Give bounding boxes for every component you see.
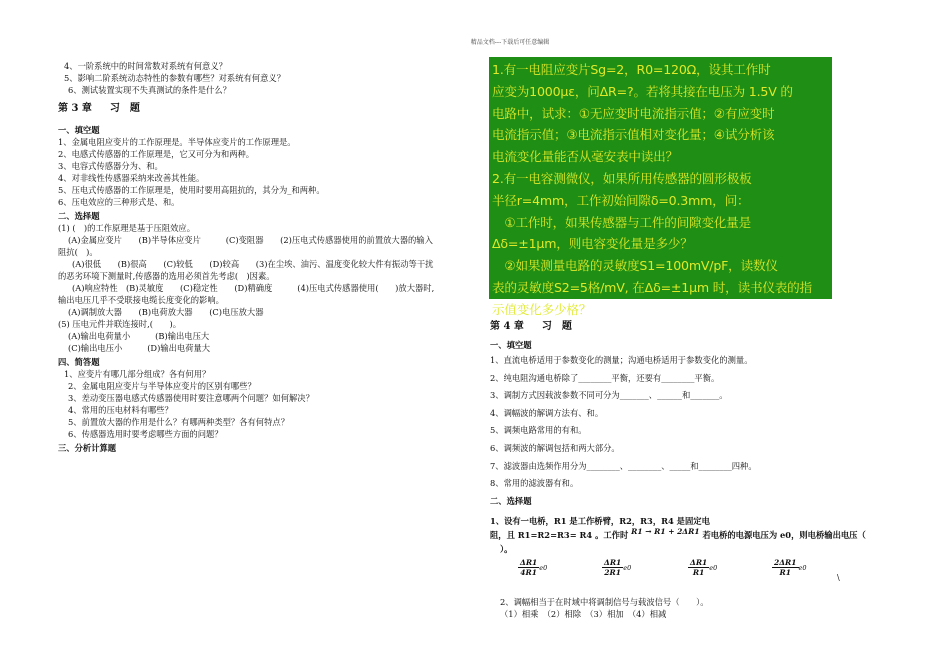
section-heading: 三、分析计算题: [58, 443, 117, 453]
fill-question: 4、调幅波的解调方法有、和。: [490, 407, 604, 418]
chapter-heading: [490, 318, 840, 336]
choice-line: (A)调制放大器 (B)电荷放大器 (C)电压放大器: [68, 307, 264, 317]
choice-line: (C)输出电压小 (D)输出电荷量大: [68, 343, 211, 353]
option-c[interactable]: $\frac{\Delta R1}{R1}$ e0: [690, 558, 718, 578]
short-question: 4、常用的压电材料有哪些？: [68, 405, 173, 415]
problem-line: 表的灵敏度S2=5格/mV, 在Δδ=±1μm 时，读书仪表的指: [492, 279, 812, 295]
fill-question: 2、纯电阻沟通电桥除了________平衡，还要有________平衡。: [490, 372, 720, 383]
choice-question-text: 若电桥的电源电压为 e0，则电桥输出电压（: [702, 530, 866, 541]
choice-line: (A)输出电荷量小 (B)输出电压大: [68, 331, 210, 341]
choice-question-2-options: （1）相乘 （2）相除 （3）相加 （4）相减: [500, 609, 667, 620]
question-line: 5、影响二阶系统动态特性的参数有哪些？对系统有何意义？: [64, 73, 285, 83]
section-heading: 二、选择题: [58, 211, 100, 221]
problem-line: 1.有一电阻应变片Sg=2，R0=120Ω，设其工作时: [492, 62, 771, 77]
fill-question: 6、调频波的解调包括和两大部分。: [490, 442, 620, 453]
choice-question-1: 1、设有一电桥，R1 是工作桥臂，R2，R3，R4 是固定电: [490, 516, 710, 527]
problem-line: ②如果测量电路的灵敏度S1=100mV/pF，读数仪: [492, 258, 778, 274]
fill-question: 2、电感式传感器的工作原理是，它又可分为和两种。: [58, 149, 255, 159]
left-column: [58, 60, 478, 454]
fill-question: 4、对非线性传感器采纳来改善其性能。: [58, 173, 205, 183]
short-question: 3、差动变压器电感式传感器使用时要注意哪两个问题？如何解决？: [68, 393, 314, 403]
choice-line: (1) ( )的工作原理是基于压阻效应。: [58, 223, 196, 233]
problem-line: 半径r=4mm，工作初始间隙δ=0.3mm，问：: [492, 192, 750, 208]
choice-question-2: 2、调幅相当于在时域中将调制信号与载波信号（ ）。: [500, 597, 709, 608]
choice-question-text: 阻，且 R1=R2=R3= R4 。工作时: [490, 530, 629, 541]
chapter-title: 习 题: [541, 321, 572, 332]
choice-line: 阻抗( )。: [58, 247, 98, 257]
short-question: 6、传感器选用时要考虑哪些方面的问题？: [68, 429, 223, 439]
option-d[interactable]: $\frac{2\Delta R1}{R1}$ e0: [774, 558, 807, 578]
short-question: 2、金属电阻应变片与半导体应变片的区别有哪些？: [68, 381, 256, 391]
fill-question: 3、调制方式因载波参数不同可分为_______、______和_______。: [490, 390, 728, 401]
choice-line: 的恶劣环境下测量时,传感器的选用必须首先考虑( )因素。: [58, 271, 275, 281]
problem-line: 电流变化量能否从毫安表中读出？: [492, 149, 678, 165]
choice-line: 输出电压几乎不受联接电缆长度变化的影响。: [58, 295, 224, 305]
fill-question: 5、调频电路常用的有和。: [490, 425, 587, 436]
section-heading: 二、选择题: [490, 495, 532, 506]
chapter-number: 第 4 章: [490, 321, 524, 332]
choice-line: (A)很低 (B)很高 (C)较低 (D)较高 (3)在尘埃、油污、温度变化较大件有振动等干扰: [72, 259, 434, 269]
fill-question: 1、直流电桥适用于参数变化的测量；沟通电桥适用于参数变化的测量。: [490, 355, 753, 365]
choice-line: (A)金属应变片 (B)半导体应变片 (C)变阻器 (2)压电式传感器使用的前置放大器的输入: [68, 235, 433, 245]
chapter-number: 第 3 章: [58, 103, 92, 114]
section-heading: 一、填空题: [490, 340, 532, 350]
header-note: 精品文档---下载后可任意编辑: [470, 39, 550, 46]
short-question: 5、前置放大器的作用是什么？有哪两种类型？各有何特点？: [68, 417, 289, 427]
problem-line: Δδ=±1μm，则电容变化量是多少？: [492, 236, 693, 252]
section-heading: 一、填空题: [58, 125, 100, 135]
fill-question: 7、滤波器由选频作用分为________、________、_____和________四种。: [490, 460, 757, 471]
choice-question-1-cont: [490, 527, 866, 543]
chapter-title: 习 题: [109, 103, 140, 114]
fill-question: 3、电容式传感器分为、和。: [58, 161, 163, 171]
calculation-problems-box: [489, 57, 832, 317]
problem-line: 应变为1000με，问ΔR=?。若将其接在电压为 1.5V 的: [492, 83, 793, 99]
answer-options: [490, 556, 840, 586]
short-question: 1、应变片有哪几部分组成？各有何用？: [64, 369, 211, 379]
option-a[interactable]: $\frac{\Delta R1}{4R1}$ e0: [520, 558, 548, 578]
right-column: [490, 318, 866, 620]
question-line: 4、一阶系统中的时间常数对系统有何意义？: [64, 61, 227, 71]
choice-line: (5) 压电元件并联连接时,( )。: [58, 319, 182, 329]
problem-line: 电流指示值；③电流指示值相对变化量；④试分析该: [492, 127, 775, 143]
question-line: 6、测试装置实现不失真测试的条件是什么？: [68, 85, 231, 95]
stray-mark: \: [837, 573, 840, 582]
chapter-heading: [58, 100, 478, 118]
fill-question: 8、常用的滤波器有和。: [490, 478, 579, 489]
problem-line: 示值变化多少格？: [492, 301, 592, 317]
problem-line: ①工作时，如果传感器与工件的间隙变化量是: [492, 214, 751, 230]
choice-line: (A)响应特性 (B)灵敏度 (C)稳定性 (D)精确度 (4)压电式传感器使用( )放大器时,: [72, 283, 435, 293]
fill-question: 5、压电式传感器的工作原理是，使用时要用高阻抗的，其分为_和两种。: [58, 185, 325, 195]
section-heading: 四、简答题: [58, 357, 100, 367]
choice-question-end: ）。: [500, 544, 513, 555]
problem-line: 电路中，试求：①无应变时电流指示值；②有应变时: [492, 105, 775, 121]
problem-line: 2.有一电容测微仪，如果所用传感器的圆形极板: [492, 170, 752, 186]
formula: R1 → R1 + 2ΔR1: [631, 527, 700, 537]
option-b[interactable]: $\frac{\Delta R1}{2R1}$ e0: [604, 558, 632, 578]
fill-question: 1、金属电阻应变片的工作原理是。半导体应变片的工作原理是。: [58, 137, 296, 147]
fill-question: 6、压电效应的三种形式是、和。: [58, 197, 180, 207]
